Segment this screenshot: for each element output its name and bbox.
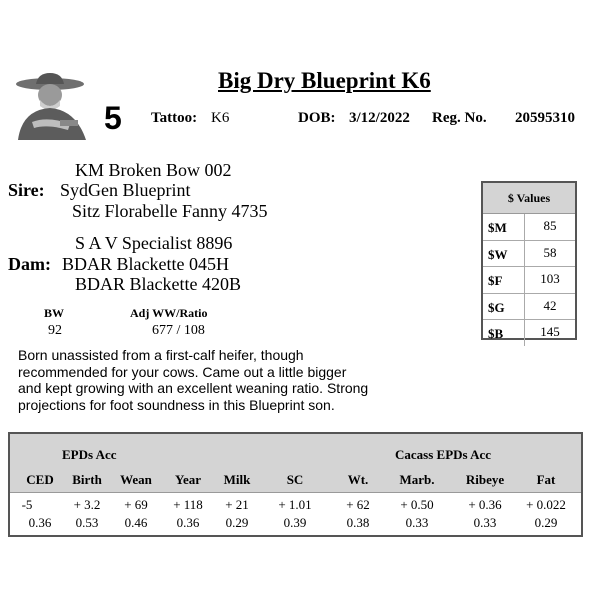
reg-label: Reg. No.: [432, 110, 487, 126]
epd-value: + 0.50: [400, 497, 434, 512]
bw-value: 92: [48, 323, 62, 338]
dam-dam: BDAR Blackette 420B: [75, 274, 241, 294]
epd-accuracy: 0.39: [283, 515, 307, 530]
epd-value: + 0.022: [526, 497, 566, 512]
epd-table: [8, 432, 583, 537]
dollar-value: 42: [543, 297, 557, 313]
dob-label: DOB:: [298, 110, 336, 126]
sire-name: SydGen Blueprint: [60, 180, 191, 200]
lot-number: 5: [104, 100, 122, 136]
epd-accuracy: 0.36: [176, 515, 200, 530]
epd-group-label: EPDs Acc: [62, 447, 117, 462]
sire-dam: Sitz Florabelle Fanny 4735: [72, 201, 268, 221]
epd-value: + 3.2: [73, 497, 101, 512]
epd-value: + 1.01: [278, 497, 312, 512]
epd-accuracy: 0.33: [473, 515, 497, 530]
epd-col-header: Wean: [120, 472, 152, 487]
epd-accuracy: 0.33: [405, 515, 429, 530]
dollar-row: [483, 267, 575, 294]
epd-accuracy: 0.29: [225, 515, 249, 530]
epd-value: + 21: [225, 497, 249, 512]
ww-label: Adj WW/Ratio: [130, 306, 208, 320]
tattoo-value: K6: [211, 110, 230, 126]
sire-sire: KM Broken Bow 002: [75, 160, 232, 180]
epd-accuracy: 0.46: [124, 515, 148, 530]
dollar-key: $W: [483, 241, 525, 267]
dam-label: Dam:: [8, 254, 51, 274]
dollar-key: $F: [483, 267, 525, 293]
epd-col-header: Birth: [72, 472, 102, 487]
epd-accuracy: 0.38: [346, 515, 370, 530]
description: Born unassisted from a first-calf heifer, though recommended for your cows. Came out a little bigger and kept growing with an excellent weaning ratio. Strong projections for foot soundness in this Blueprint son.: [18, 347, 369, 413]
dollar-row: [483, 320, 575, 346]
epd-accuracy: 0.36: [28, 515, 52, 530]
cowboy-photo: [8, 70, 88, 140]
dollar-row: [483, 214, 575, 241]
epd-value: + 69: [124, 497, 148, 512]
ww-value: 677 / 108: [152, 323, 205, 338]
dam-name: BDAR Blackette 045H: [62, 254, 229, 274]
dollar-value: 145: [540, 324, 560, 339]
dollar-key: $M: [483, 214, 525, 240]
epd-accuracy: 0.29: [534, 515, 558, 530]
dollar-row: [483, 241, 575, 268]
dollar-values-table: [481, 181, 577, 340]
epd-col-header: CED: [26, 472, 54, 487]
dollar-key: $G: [483, 294, 525, 320]
tattoo-label: Tattoo:: [151, 110, 198, 126]
epd-value: + 0.36: [468, 497, 502, 512]
dollar-key: $B: [483, 320, 525, 346]
dob-value: 3/12/2022: [349, 110, 410, 126]
epd-col-header: Milk: [223, 472, 251, 487]
dam-sire: S A V Specialist 8896: [75, 233, 233, 253]
epd-col-header: Ribeye: [465, 472, 505, 487]
dollar-value: 103: [540, 271, 560, 286]
epd-col-header: Wt.: [347, 472, 369, 487]
reg-value: 20595310: [515, 110, 575, 126]
dollar-values-title: $ Values: [483, 183, 575, 214]
epd-accuracy: 0.53: [75, 515, 99, 530]
epd-value: -5: [21, 497, 33, 512]
epd-col-header: Year: [175, 472, 201, 487]
dollar-value: 85: [543, 218, 557, 233]
epd-value: + 118: [173, 497, 203, 512]
dollar-row: [483, 294, 575, 321]
bw-label: BW: [44, 306, 65, 320]
sire-label: Sire:: [8, 180, 45, 200]
carcass-group-label: Cacass EPDs Acc: [395, 447, 492, 462]
epd-col-header: SC: [286, 472, 304, 487]
animal-title: Big Dry Blueprint K6: [218, 68, 431, 93]
dollar-value: 58: [543, 244, 557, 260]
epd-col-header: Marb.: [399, 472, 435, 487]
epd-col-header: Fat: [536, 472, 556, 487]
epd-value: + 62: [346, 497, 370, 512]
